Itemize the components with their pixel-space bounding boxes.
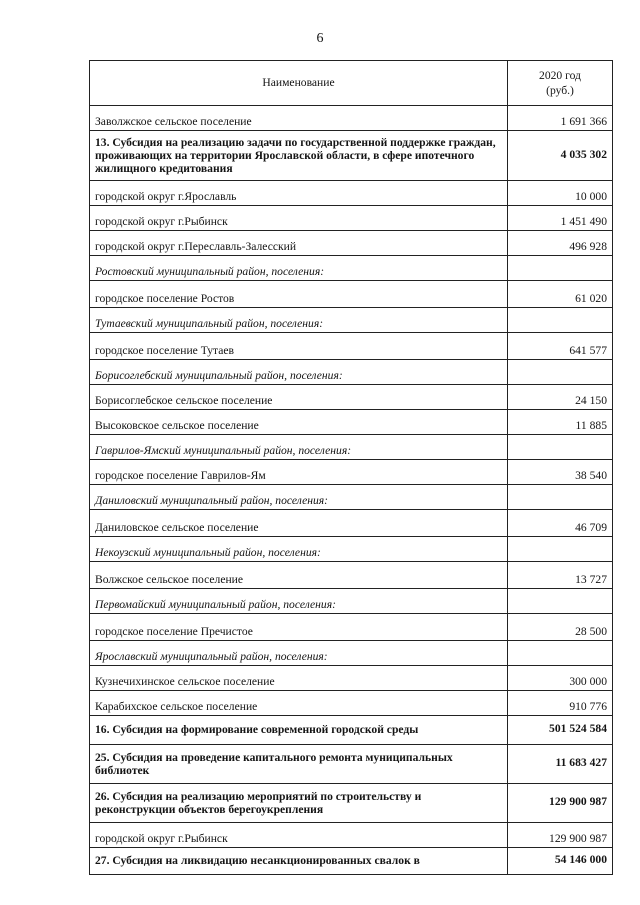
row-amount: 501 524 584 (508, 716, 613, 745)
row-name: Гаврилов-Ямский муниципальный район, поселения: (90, 435, 508, 460)
table-row (90, 666, 613, 691)
row-amount: 13 727 (508, 562, 613, 589)
row-name: 26. Субсидия на реализацию мероприятий по строительству и реконструкции объектов берегоукрепления (90, 784, 508, 823)
row-name: Тутаевский муниципальный район, поселения: (90, 308, 508, 333)
district-heading-row (90, 589, 613, 614)
row-amount: 129 900 987 (508, 784, 613, 823)
subsidy-heading-row (90, 716, 613, 745)
row-amount: 300 000 (508, 666, 613, 691)
row-name: 13. Субсидия на реализацию задачи по государственной поддержке граждан, проживающих на территории Ярославской области, в сфере ипотечного жилищного кредитования (90, 131, 508, 181)
district-heading-row (90, 308, 613, 333)
row-amount: 129 900 987 (508, 823, 613, 848)
row-name: городское поселение Тутаев (90, 333, 508, 360)
row-amount (508, 435, 613, 460)
row-name: Некоузский муниципальный район, поселения: (90, 537, 508, 562)
district-heading-row (90, 256, 613, 281)
row-name: Даниловский муниципальный район, поселения: (90, 485, 508, 510)
column-header-value-year: 2020 год (539, 68, 581, 82)
row-name: городской округ г.Переславль-Залесский (90, 231, 508, 256)
row-name: Борисоглебский муниципальный район, поселения: (90, 360, 508, 385)
table-row (90, 510, 613, 537)
row-amount: 4 035 302 (508, 131, 613, 181)
table-row (90, 460, 613, 485)
row-name: Кузнечихинское сельское поселение (90, 666, 508, 691)
row-amount (508, 537, 613, 562)
row-amount (508, 308, 613, 333)
row-amount (508, 256, 613, 281)
row-amount: 1 451 490 (508, 206, 613, 231)
row-amount: 496 928 (508, 231, 613, 256)
row-name: Ярославский муниципальный район, поселения: (90, 641, 508, 666)
row-amount (508, 360, 613, 385)
subsidy-heading-row (90, 745, 613, 784)
row-name: городской округ г.Рыбинск (90, 823, 508, 848)
table-row (90, 333, 613, 360)
row-amount (508, 485, 613, 510)
district-heading-row (90, 485, 613, 510)
row-amount: 61 020 (508, 281, 613, 308)
page-number: 6 (316, 31, 324, 46)
row-name: Карабихское сельское поселение (90, 691, 508, 716)
row-name: городской округ г.Рыбинск (90, 206, 508, 231)
row-name: Ростовский муниципальный район, поселения: (90, 256, 508, 281)
subsidy-table (89, 60, 613, 875)
table-row (90, 614, 613, 641)
column-header-value-unit: (руб.) (546, 84, 574, 97)
row-amount (508, 641, 613, 666)
row-name: 25. Субсидия на проведение капитального ремонта муниципальных библиотек (90, 745, 508, 784)
table-row (90, 691, 613, 716)
row-amount (508, 589, 613, 614)
table-row (90, 562, 613, 589)
row-amount: 38 540 (508, 460, 613, 485)
row-name: Заволжское сельское поселение (90, 106, 508, 131)
subsidy-heading-row (90, 848, 613, 875)
row-name: городское поселение Пречистое (90, 614, 508, 641)
table-row (90, 181, 613, 206)
column-header-value (508, 61, 613, 106)
row-name: городское поселение Гаврилов-Ям (90, 460, 508, 485)
subsidy-heading-row (90, 784, 613, 823)
district-heading-row (90, 537, 613, 562)
row-amount: 54 146 000 (508, 848, 613, 875)
row-name: городской округ г.Ярославль (90, 181, 508, 206)
column-header-name: Наименование (90, 61, 508, 106)
district-heading-row (90, 360, 613, 385)
row-name: Высоковское сельское поселение (90, 410, 508, 435)
row-name: Первомайский муниципальный район, поселения: (90, 589, 508, 614)
row-amount: 11 885 (508, 410, 613, 435)
row-amount: 10 000 (508, 181, 613, 206)
table-row (90, 823, 613, 848)
table-row (90, 231, 613, 256)
subsidy-heading-row (90, 131, 613, 181)
row-name: городское поселение Ростов (90, 281, 508, 308)
row-amount: 1 691 366 (508, 106, 613, 131)
row-amount: 46 709 (508, 510, 613, 537)
row-amount: 641 577 (508, 333, 613, 360)
district-heading-row (90, 641, 613, 666)
row-amount: 24 150 (508, 385, 613, 410)
table-header-row (90, 61, 613, 106)
row-name: Даниловское сельское поселение (90, 510, 508, 537)
row-amount: 28 500 (508, 614, 613, 641)
table-row (90, 281, 613, 308)
row-amount: 11 683 427 (508, 745, 613, 784)
row-name: 16. Субсидия на формирование современной городской среды (90, 716, 508, 745)
district-heading-row (90, 435, 613, 460)
table-row (90, 410, 613, 435)
row-amount: 910 776 (508, 691, 613, 716)
table-row (90, 106, 613, 131)
table-row (90, 385, 613, 410)
row-name: Волжское сельское поселение (90, 562, 508, 589)
row-name: Борисоглебское сельское поселение (90, 385, 508, 410)
table-row (90, 206, 613, 231)
row-name: 27. Субсидия на ликвидацию несанкционированных свалок в (90, 848, 508, 875)
